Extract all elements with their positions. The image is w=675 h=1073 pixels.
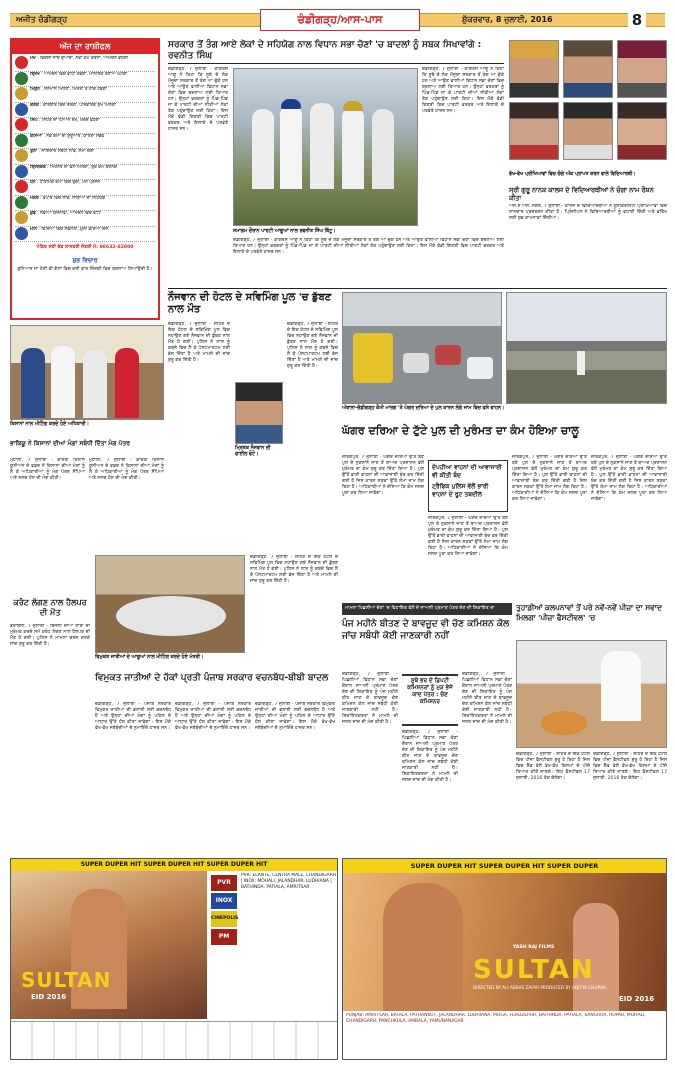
current-body: ਡੇਰਾਬੱਸੀ, 7 ਜੁਲਾਈ - ਬਿਜਲੀ ਦੀਆਂ ਤਾਰਾਂ ਦੀ ਮੁਰੰਮਤ ਕਰਦੇ ਸਮੇਂ ਕਰੰਟ ਲੱਗਣ ਨਾਲ ਹੈਲਪਰ ਦੀ ਮੌਤ ਹੋ ਗਈ। ਪੁਲਿਸ ਨੇ ਮਾਮਲਾ ਦਰਜ ਕਰਕੇ ਜਾਂਚ ਸ਼ੁਰੂ ਕਰ ਦਿੱਤੀ ਹੈ। xyxy=(10,624,90,647)
ad-listing: PVR: ELANTE, CENTRA MALL, CHANDIGARH | INOX: MOHALI, JALANDHAR, LUDHIANA | BATHINDA, PATIALA, AMRITSAR xyxy=(241,873,336,890)
meeting-photo xyxy=(95,555,245,653)
lead-rule xyxy=(168,63,504,64)
swimming-headline: ਨੌਜਵਾਨ ਦੀ ਹੋਟਲ ਦੇ ਸਵਿਮਿੰਗ ਪੂਲ 'ਚ ਡੁੱਬਣ ਨਾਲ ਮੌਤ xyxy=(168,292,332,315)
thought-text: ਬੁਨਿਆਦ ਜਾ ਹੋਣੀ ਵੀ ਗੱਲਾਂ ਵਿਚ ਕਈ ਵਾਰ ਜ਼ਿੰਦਗੀ ਵਿਚ ਬਦਲਾਅ ਲਿਆਉਂਦੀ ਹੈ। xyxy=(17,267,153,273)
swimming-body-3: ਚੰਡੀਗੜ੍ਹ, 7 ਜੁਲਾਈ - ਸ਼ਹਿਰ ਦੇ ਇਕ ਹੋਟਲ ਦੇ ਸਵਿਮਿੰਗ ਪੂਲ ਵਿਚ ਨਹਾਉਣ ਗਏ ਨੌਜਵਾਨ ਦੀ ਡੁੱਬਣ ਨਾਲ ਮੌਤ ਹੋ ਗਈ। ਪੁਲਿਸ ਨੇ ਲਾਸ਼ ਨੂੰ ਕਬਜ਼ੇ ਵਿਚ ਲੈ ਕੇ ਪੋਸਟਮਾਰਟਮ ਲਈ ਭੇਜ ਦਿੱਤਾ ਹੈ ਅਤੇ ਮਾਮਲੇ ਦੀ ਜਾਂਚ ਸ਼ੁਰੂ ਕਰ ਦਿੱਤੀ ਹੈ। xyxy=(250,555,338,584)
sign-name: ਕੰਨਿਆ xyxy=(30,133,42,139)
thought-title: ਸ਼ੁਭ ਵਿਚਾਰ xyxy=(72,257,98,265)
sign-name: ਮਿਥੁਨ xyxy=(30,87,40,92)
horoscope-item: ਤੁਲਾ : ਜਾਇਦਾਦ ਸਬੰਧੀ ਲਾਭ, ਸਮਾਂ ਚੰਗਾ xyxy=(15,149,155,165)
page-number: 8 xyxy=(631,11,643,29)
horoscope-item: ਕਰਕ : ਕਾਰੋਬਾਰ ਵਿਚ ਤਰੱਕੀ, ਪਰਿਵਾਰਕ ਸੁੱਖ ਮਿਲੇਗਾ xyxy=(15,103,155,119)
sign-name: ਕੁੰਭ xyxy=(30,211,36,216)
horoscope-item: ਮੀਨ : ਵਿਦਿਆ ਵਿਚ ਸਫ਼ਲਤਾ, ਖ਼ੁਸ਼ੀ ਭਰਿਆ ਦਿਨ xyxy=(15,227,155,243)
zodiac-icon xyxy=(15,211,28,224)
table-shape xyxy=(116,596,226,636)
sign-name: ਧਨ xyxy=(30,180,36,185)
issue-date: ਸ਼ੁੱਕਰਵਾਰ, 8 ਜੁਲਾਈ, 2016 xyxy=(462,15,553,24)
portrait-photo xyxy=(509,40,559,98)
ad-listing: PUNJAB: AMRITSAR, BATALA, PATHANKOT, JALANDHAR, LUDHIANA, MOGA, FEROZEPUR, BATHINDA, PATIALA, SANGRUR, ROPAR, MOHALI, CHANDIGARH, PANCHKULA, AMBALA, YAMUNANAGAR xyxy=(346,1013,646,1024)
car-shape xyxy=(435,345,461,365)
horoscope-item: ਬ੍ਰਿਖ : ਆਮਦਨ ਵਿਚ ਵਾਧਾ ਹੋਵੇਗਾ, ਮਾਨਸਿਕ ਤਣਾਅ ਘਟੇਗਾ xyxy=(15,72,155,88)
horoscope-title xyxy=(12,40,158,54)
ad-banner xyxy=(343,859,666,873)
person-figure xyxy=(115,348,139,418)
theatre-logo: CINEPOLIS xyxy=(211,911,237,927)
kisan-headline: ਭਾਕਿਯੂ ਨੇ ਕਿਸਾਨਾਂ ਦੀਆਂ ਮੰਗਾਂ ਸਬੰਧੀ ਦਿੱਤਾ ਮੰਗ ਪੱਤਰ xyxy=(10,440,130,447)
ad-banner xyxy=(11,859,337,871)
turban xyxy=(343,101,363,111)
zodiac-icon xyxy=(15,149,28,162)
poster-subtitle: EID 2016 xyxy=(31,993,67,1001)
zodiac-icon xyxy=(15,180,28,193)
kisan-body-2: ਮੁਹਾਲੀ, 7 ਜੁਲਾਈ - ਭਾਰਤੀ ਕਿਸਾਨ ਯੂਨੀਅਨ ਦੇ ਵਫ਼ਦ ਨੇ ਕਿਸਾਨਾਂ ਦੀਆਂ ਮੰਗਾਂ ਨੂੰ ਲੈ ਕੇ ਅਧਿਕਾਰੀਆਂ ਨੂੰ ਮੰਗ ਪੱਤਰ ਸੌਂਪਿਆ ਅਤੇ ਜਲਦ ਹੱਲ ਦੀ ਮੰਗ ਕੀਤੀ। xyxy=(89,458,164,481)
sign-text: ਵਪਾਰ ਵਿਚ ਲਾਭ, ਸਾਥੀਆਂ ਦਾ ਸਹਿਯੋਗ xyxy=(42,195,106,201)
ghaggar-headline: ਘੱਗਰ ਦਰਿਆ ਦੇ ਟੁੱਟੇ ਪੁਲ ਦੀ ਮੁਰੰਮਤ ਦਾ ਕੰਮ ਹੋਇਆ ਚਾਲੂ xyxy=(342,424,579,437)
commission-body-1: ਚੰਡੀਗੜ੍ਹ, 7 ਜੁਲਾਈ - ਪਿਛਲੀਆਂ ਵਿਧਾਨ ਸਭਾ ਚੋਣਾਂ ਦੌਰਾਨ ਜਾਅਲੀ ਪ੍ਰਮਾਣ ਪੱਤਰ ਦੇਣ ਦੀ ਸ਼ਿਕਾਇਤ ਨੂੰ ਪੰਜ ਮਹੀਨੇ ਬੀਤ ਜਾਣ ਦੇ ਬਾਵਜੂਦ ਚੋਣ ਕਮਿਸ਼ਨ ਕੋਲ ਜਾਂਚ ਸਬੰਧੀ ਕੋਈ ਜਾਣਕਾਰੀ ਨਹੀਂ ਹੈ। ਸ਼ਿਕਾਇਤਕਰਤਾ ਨੇ ਮਾਮਲੇ ਦੀ ਜਲਦ ਜਾਂਚ ਦੀ ਮੰਗ ਕੀਤੀ ਹੈ। xyxy=(342,672,398,725)
sign-text: ਸਿਹਤ ਦਾ ਧਿਆਨ ਰੱਖੋ, ਖ਼ਰਚ ਵਧੇਗਾ xyxy=(41,118,100,123)
worker-figure xyxy=(577,351,585,375)
sign-text: ਆਮਦਨ ਵਿਚ ਵਾਧਾ ਹੋਵੇਗਾ, ਮਾਨਸਿਕ ਤਣਾਅ ਘਟੇਗਾ xyxy=(43,71,128,77)
person-figure xyxy=(342,107,364,189)
horoscope-item: ਮਕਰ : ਵਪਾਰ ਵਿਚ ਲਾਭ, ਸਾਥੀਆਂ ਦਾ ਸਹਿਯੋਗ xyxy=(15,196,155,212)
poster-credits: DIRECTED BY ALI ABBAS ZAFAR PRODUCED BY ADITYA CHOPRA xyxy=(473,985,606,990)
person-figure xyxy=(21,348,45,418)
lead-body-right: ਚੰਡੀਗੜ੍ਹ, 7 ਜੁਲਾਈ - ਕਾਂਗਰਸ ਆਗੂ ਨੇ ਕਿਹਾ ਕਿ ਸੂਬੇ ਦੇ ਲੋਕ ਮੌਜੂਦਾ ਸਰਕਾਰ ਤੋਂ ਤੰਗ ਆ ਚੁੱਕੇ ਹਨ ਅਤੇ ਆਉਣ ਵਾਲੀਆਂ ਵਿਧਾਨ ਸਭਾ ਚੋਣਾਂ ਵਿਚ ਬਦਲਾਅ ਲਈ ਤਿਆਰ ਹਨ। ਉਨ੍ਹਾਂ ਵਰਕਰਾਂ ਨੂੰ ਪਿੰਡ-ਪਿੰਡ ਜਾ ਕੇ ਪਾਰਟੀ ਦੀਆਂ ਨੀਤੀਆਂ ਲੋਕਾਂ ਤੱਕ ਪਹੁੰਚਾਉਣ ਲਈ ਕਿਹਾ। ਇਸ ਮੌਕੇ ਵੱਡੀ ਗਿਣਤੀ ਵਿਚ ਪਾਰਟੀ ਵਰਕਰ ਅਤੇ ਇਲਾਕੇ ਦੇ ਪਤਵੰਤੇ ਹਾਜ਼ਰ ਸਨ। xyxy=(422,67,504,114)
pizza-body-2: ਚੰਡੀਗੜ੍ਹ, 7 ਜੁਲਾਈ - ਸ਼ਹਿਰ ਦੇ ਇਕ ਹੋਟਲ ਵਿਚ ਪੀਜ਼ਾ ਫੈਸਟੀਵਲ ਸ਼ੁਰੂ ਹੋ ਰਿਹਾ ਹੈ ਜਿਸ ਵਿਚ ਸ਼ੈੱਫ਼ ਵੱਲੋਂ ਵੱਖ-ਵੱਖ ਕਿਸਮਾਂ ਦੇ ਪੀਜ਼ੇ ਤਿਆਰ ਕੀਤੇ ਜਾਣਗੇ। ਇਹ ਫੈਸਟੀਵਲ 17 ਜੁਲਾਈ, 2016 ਤੱਕ ਚੱਲੇਗਾ। xyxy=(593,752,667,781)
commission-box xyxy=(402,674,458,726)
chef-photo xyxy=(516,640,667,748)
theatre-logo: INOX xyxy=(211,893,237,909)
commission-body-2: ਚੰਡੀਗੜ੍ਹ, 7 ਜੁਲਾਈ - ਪਿਛਲੀਆਂ ਵਿਧਾਨ ਸਭਾ ਚੋਣਾਂ ਦੌਰਾਨ ਜਾਅਲੀ ਪ੍ਰਮਾਣ ਪੱਤਰ ਦੇਣ ਦੀ ਸ਼ਿਕਾਇਤ ਨੂੰ ਪੰਜ ਮਹੀਨੇ ਬੀਤ ਜਾਣ ਦੇ ਬਾਵਜੂਦ ਚੋਣ ਕਮਿਸ਼ਨ ਕੋਲ ਜਾਂਚ ਸਬੰਧੀ ਕੋਈ ਜਾਣਕਾਰੀ ਨਹੀਂ ਹੈ। ਸ਼ਿਕਾਇਤਕਰਤਾ ਨੇ ਮਾਮਲੇ ਦੀ ਜਲਦ ਜਾਂਚ ਦੀ ਮੰਗ ਕੀਤੀ ਹੈ। xyxy=(402,730,458,783)
horoscope-box xyxy=(10,38,160,320)
meeting-body-2: ਚੰਡੀਗੜ੍ਹ, 7 ਜੁਲਾਈ - ਪੰਜਾਬ ਸਰਕਾਰ ਵਿਮੁਕਤ ਜਾਤੀਆਂ ਦੀ ਭਲਾਈ ਲਈ ਵਚਨਬੱਧ ਹੈ ਅਤੇ ਉਨ੍ਹਾਂ ਦੀਆਂ ਮੰਗਾਂ ਨੂੰ ਪਹਿਲ ਦੇ ਆਧਾਰ ਉੱਤੇ ਹੱਲ ਕੀਤਾ ਜਾਵੇਗਾ। ਇਸ ਮੌਕੇ ਵੱਖ-ਵੱਖ ਜਥੇਬੰਦੀਆਂ ਦੇ ਨੁਮਾਇੰਦੇ ਹਾਜ਼ਰ ਸਨ। xyxy=(175,702,251,731)
lead-photo xyxy=(233,68,418,226)
current-headline: ਕਰੰਟ ਲੱਗਣ ਨਾਲ ਹੈਲਪਰ ਦੀ ਮੌਤ xyxy=(13,598,87,617)
person-figure xyxy=(83,350,107,418)
sign-text: ਨਵੀਆਂ ਯੋਜਨਾਵਾਂ, ਆਮਦਨ ਵਿਚ ਵਾਧਾ xyxy=(39,211,102,216)
zodiac-icon xyxy=(15,165,28,178)
zodiac-icon xyxy=(15,118,28,131)
person-figure xyxy=(372,109,394,189)
person-figure xyxy=(51,346,75,418)
ghaggar-box xyxy=(428,460,508,512)
swimming-body-2: ਚੰਡੀਗੜ੍ਹ, 7 ਜੁਲਾਈ - ਸ਼ਹਿਰ ਦੇ ਇਕ ਹੋਟਲ ਦੇ ਸਵਿਮਿੰਗ ਪੂਲ ਵਿਚ ਨਹਾਉਣ ਗਏ ਨੌਜਵਾਨ ਦੀ ਡੁੱਬਣ ਨਾਲ ਮੌਤ ਹੋ ਗਈ। ਪੁਲਿਸ ਨੇ ਲਾਸ਼ ਨੂੰ ਕਬਜ਼ੇ ਵਿਚ ਲੈ ਕੇ ਪੋਸਟਮਾਰਟਮ ਲਈ ਭੇਜ ਦਿੱਤਾ ਹੈ ਅਤੇ ਮਾਮਲੇ ਦੀ ਜਾਂਚ ਸ਼ੁਰੂ ਕਰ ਦਿੱਤੀ ਹੈ। xyxy=(287,322,338,369)
portraits-caption: ਵੱਖ-ਵੱਖ ਪ੍ਰੀਖਿਆਵਾਂ ਵਿਚ ਚੰਗੇ ਅੰਕ ਪ੍ਰਾਪਤ ਕਰਨ ਵਾਲੇ ਵਿਦਿਆਰਥੀ। xyxy=(509,172,636,177)
sign-text: ਧਾਰਮਿਕ ਕੰਮਾਂ ਵਿਚ ਰੁਚੀ, ਮਨ ਪ੍ਰਸੰਨ xyxy=(39,180,101,185)
sign-name: ਬ੍ਰਿਖ xyxy=(30,71,40,77)
zodiac-icon xyxy=(15,103,28,116)
meeting-headline: ਵਿਮੁਕਤ ਜਾਤੀਆਂ ਦੇ ਹੱਕਾਂ ਪ੍ਰਤੀ ਪੰਜਾਬ ਸਰਕਾਰ ਵਚਨਬੱਧ-ਬੀਬੀ ਬਾਦਲ xyxy=(95,673,329,683)
section-rule xyxy=(168,288,667,289)
ghaggar-box-item: ਟ੍ਰੈਫਿਕ ਪੁਲਿਸ ਵੱਲੋਂ ਭਾਰੀ ਵਾਹਨਾਂ ਦੇ ਰੂਟ ਤਬਦੀਲ xyxy=(432,483,489,498)
ad-banner-text: SUPER DUPER HIT SUPER DUPER HIT SUPER DUPER xyxy=(410,862,599,870)
car-shape xyxy=(403,353,429,373)
ad-logo-strip xyxy=(11,1021,337,1059)
portrait-photo xyxy=(563,102,613,160)
person-figure xyxy=(252,109,274,189)
car-shape xyxy=(467,357,493,379)
commission-body-3: ਚੰਡੀਗੜ੍ਹ, 7 ਜੁਲਾਈ - ਪਿਛਲੀਆਂ ਵਿਧਾਨ ਸਭਾ ਚੋਣਾਂ ਦੌਰਾਨ ਜਾਅਲੀ ਪ੍ਰਮਾਣ ਪੱਤਰ ਦੇਣ ਦੀ ਸ਼ਿਕਾਇਤ ਨੂੰ ਪੰਜ ਮਹੀਨੇ ਬੀਤ ਜਾਣ ਦੇ ਬਾਵਜੂਦ ਚੋਣ ਕਮਿਸ਼ਨ ਕੋਲ ਜਾਂਚ ਸਬੰਧੀ ਕੋਈ ਜਾਣਕਾਰੀ ਨਹੀਂ ਹੈ। ਸ਼ਿਕਾਇਤਕਰਤਾ ਨੇ ਮਾਮਲੇ ਦੀ ਜਲਦ ਜਾਂਚ ਦੀ ਮੰਗ ਕੀਤੀ ਹੈ। xyxy=(462,672,512,725)
sultan-ad-right[interactable] xyxy=(342,858,667,1060)
lead-headline: ਸਰਕਾਰ ਤੋਂ ਤੰਗ ਆਏ ਲੋਕਾਂ ਦੇ ਸਹਿਯੋਗ ਨਾਲ ਵਿਧਾਨ ਸਭਾ ਚੋਣਾਂ 'ਚ ਬਾਦਲਾਂ ਨੂੰ ਸਬਕ ਸਿਖਾਵਾਂਗੇ : ਰਵਨੀਤ ਸਿੰਘ xyxy=(168,40,482,61)
theatre-logo: PVR xyxy=(211,875,237,891)
masthead xyxy=(10,8,665,32)
sign-name: ਮੇਖ xyxy=(30,56,36,61)
victim-caption: ਮ੍ਰਿਤਕ ਨੌਜਵਾਨ ਦੀ ਫਾਈਲ ਫੋਟੋ। xyxy=(235,446,271,457)
page-number-box xyxy=(628,10,646,30)
ghaggar-box-item: ਦੋਪਹੀਆ ਵਾਹਨਾਂ ਦੀ ਆਵਾਜਾਈ ਵੀ ਕੀਤੀ ਬੰਦ xyxy=(432,464,502,479)
portrait-photo xyxy=(617,40,667,98)
lead-caption: ਸਮਾਗਮ ਦੌਰਾਨ ਪਾਰਟੀ ਆਗੂਆਂ ਨਾਲ ਰਵਨੀਤ ਸਿੰਘ ਬਿੱਟੂ। xyxy=(233,229,336,234)
commission-headline: ਪੰਜ ਮਹੀਨੇ ਬੀਤਣ ਦੇ ਬਾਵਜੂਦ ਵੀ ਚੋਣ ਕਮਿਸ਼ਨ ਕੋਲ ਜਾਂਚ ਸਬੰਧੀ ਕੋਈ ਜਾਣਕਾਰੀ ਨਹੀਂ xyxy=(342,619,510,641)
sign-name: ਮੀਨ xyxy=(30,226,37,232)
bus-shape xyxy=(353,333,393,383)
poster-title: SULTAN xyxy=(473,955,595,985)
zodiac-icon xyxy=(15,134,28,147)
victim-photo xyxy=(235,382,283,444)
poster-subtitle: EID 2016 xyxy=(619,995,655,1003)
sign-text: ਨਵੇਂ ਕੰਮਾਂ ਦੀ ਸ਼ੁਰੂਆਤ, ਯਾਤਰਾ ਸੰਭਵ xyxy=(46,133,105,139)
zodiac-icon xyxy=(15,56,28,69)
poster-image xyxy=(343,873,667,1011)
section-title-box xyxy=(260,9,420,31)
horoscope-footer: ਪੰਡਿਤ ਸਤੀ ਦੇਵ ਸ਼ਾਸਤਰੀ ਜੋਤਸ਼ੀ ਮੋ: 98632-82800 xyxy=(36,245,134,250)
sign-name: ਕਰਕ xyxy=(30,102,39,108)
ghaggar-body-2: ਜ਼ੀਰਕਪੁਰ, 7 ਜੁਲਾਈ - ਘੱਗਰ ਦਰਿਆ ਉੱਤੇ ਬਣੇ ਪੁਲ ਦੇ ਨੁਕਸਾਨੇ ਜਾਣ ਤੋਂ ਬਾਅਦ ਪ੍ਰਸ਼ਾਸਨ ਵੱਲੋਂ ਮੁਰੰਮਤ ਦਾ ਕੰਮ ਸ਼ੁਰੂ ਕਰ ਦਿੱਤਾ ਗਿਆ ਹੈ। ਪੁਲ ਉੱਤੋਂ ਭਾਰੀ ਵਾਹਨਾਂ ਦੀ ਆਵਾਜਾਈ ਬੰਦ ਕਰ ਦਿੱਤੀ ਗਈ ਹੈ ਜਿਸ ਕਾਰਨ ਸੜਕਾਂ ਉੱਤੇ ਲੰਮਾ ਜਾਮ ਲੱਗ ਰਿਹਾ ਹੈ। ਅਧਿਕਾਰੀਆਂ ਨੇ ਦੱਸਿਆ ਕਿ ਕੰਮ ਜਲਦ ਪੂਰਾ ਕਰ ਲਿਆ ਜਾਵੇਗਾ। xyxy=(428,516,508,557)
horoscope-item: ਕੁੰਭ : ਨਵੀਆਂ ਯੋਜਨਾਵਾਂ, ਆਮਦਨ ਵਿਚ ਵਾਧਾ xyxy=(15,211,155,227)
horoscope-item: ਕੰਨਿਆ : ਨਵੇਂ ਕੰਮਾਂ ਦੀ ਸ਼ੁਰੂਆਤ, ਯਾਤਰਾ ਸੰਭਵ xyxy=(15,134,155,150)
sign-name: ਮਕਰ xyxy=(30,195,39,201)
college-body: ਐਸ.ਏ.ਐਸ. ਨਗਰ, 7 ਜੁਲਾਈ - ਕਾਲਜ ਦੇ ਵਿਦਿਆਰਥੀਆਂ ਨੇ ਯੂਨੀਵਰਸਿਟੀ ਪ੍ਰੀਖਿਆਵਾਂ ਵਿਚ ਸ਼ਾਨਦਾਰ ਪ੍ਰਦਰਸ਼ਨ ਕੀਤਾ ਹੈ। ਪ੍ਰਿੰਸੀਪਲ ਨੇ ਵਿਦਿਆਰਥੀਆਂ ਨੂੰ ਵਧਾਈ ਦਿੱਤੀ ਅਤੇ ਭਵਿੱਖ ਲਈ ਸ਼ੁਭ ਕਾਮਨਾਵਾਂ ਦਿੱਤੀਆਂ। xyxy=(509,204,667,221)
kisan-body: ਮੁਹਾਲੀ, 7 ਜੁਲਾਈ - ਭਾਰਤੀ ਕਿਸਾਨ ਯੂਨੀਅਨ ਦੇ ਵਫ਼ਦ ਨੇ ਕਿਸਾਨਾਂ ਦੀਆਂ ਮੰਗਾਂ ਨੂੰ ਲੈ ਕੇ ਅਧਿਕਾਰੀਆਂ ਨੂੰ ਮੰਗ ਪੱਤਰ ਸੌਂਪਿਆ ਅਤੇ ਜਲਦ ਹੱਲ ਦੀ ਮੰਗ ਕੀਤੀ। xyxy=(10,458,85,481)
horoscope-item: ਬ੍ਰਿਸ਼ਚਕ : ਮਿਹਨਤ ਦਾ ਫਲ ਮਿਲੇਗਾ, ਰੁਕੇ ਕੰਮ ਬਣਨਗੇ xyxy=(15,165,155,181)
portrait-photo xyxy=(563,40,613,98)
traffic-caption: ਅੰਬਾਲਾ-ਚੰਡੀਗੜ੍ਹ ਕੌਮੀ ਮਾਰਗ 'ਤੇ ਘੱਗਰ ਦਰਿਆ ਦੇ ਪੁਲ ਕਾਰਨ ਲੱਗੇ ਜਾਮ ਵਿਚ ਫਸੇ ਵਾਹਨ। xyxy=(342,406,505,411)
pizza-body-1: ਚੰਡੀਗੜ੍ਹ, 7 ਜੁਲਾਈ - ਸ਼ਹਿਰ ਦੇ ਇਕ ਹੋਟਲ ਵਿਚ ਪੀਜ਼ਾ ਫੈਸਟੀਵਲ ਸ਼ੁਰੂ ਹੋ ਰਿਹਾ ਹੈ ਜਿਸ ਵਿਚ ਸ਼ੈੱਫ਼ ਵੱਲੋਂ ਵੱਖ-ਵੱਖ ਕਿਸਮਾਂ ਦੇ ਪੀਜ਼ੇ ਤਿਆਰ ਕੀਤੇ ਜਾਣਗੇ। ਇਹ ਫੈਸਟੀਵਲ 17 ਜੁਲਾਈ, 2016 ਤੱਕ ਚੱਲੇਗਾ। xyxy=(516,752,590,781)
lead-body-bottom: ਚੰਡੀਗੜ੍ਹ, 7 ਜੁਲਾਈ - ਕਾਂਗਰਸ ਆਗੂ ਨੇ ਕਿਹਾ ਕਿ ਸੂਬੇ ਦੇ ਲੋਕ ਮੌਜੂਦਾ ਸਰਕਾਰ ਤੋਂ ਤੰਗ ਆ ਚੁੱਕੇ ਹਨ ਅਤੇ ਆਉਣ ਵਾਲੀਆਂ ਵਿਧਾਨ ਸਭਾ ਚੋਣਾਂ ਵਿਚ ਬਦਲਾਅ ਲਈ ਤਿਆਰ ਹਨ। ਉਨ੍ਹਾਂ ਵਰਕਰਾਂ ਨੂੰ ਪਿੰਡ-ਪਿੰਡ ਜਾ ਕੇ ਪਾਰਟੀ ਦੀਆਂ ਨੀਤੀਆਂ ਲੋਕਾਂ ਤੱਕ ਪਹੁੰਚਾਉਣ ਲਈ ਕਿਹਾ। ਇਸ ਮੌਕੇ ਵੱਡੀ ਗਿਣਤੀ ਵਿਚ ਪਾਰਟੀ ਵਰਕਰ ਅਤੇ ਇਲਾਕੇ ਦੇ ਪਤਵੰਤੇ ਹਾਜ਼ਰ ਸਨ। xyxy=(233,238,504,255)
ceremony-photo xyxy=(10,325,164,420)
ghaggar-body-4: ਜ਼ੀਰਕਪੁਰ, 7 ਜੁਲਾਈ - ਘੱਗਰ ਦਰਿਆ ਉੱਤੇ ਬਣੇ ਪੁਲ ਦੇ ਨੁਕਸਾਨੇ ਜਾਣ ਤੋਂ ਬਾਅਦ ਪ੍ਰਸ਼ਾਸਨ ਵੱਲੋਂ ਮੁਰੰਮਤ ਦਾ ਕੰਮ ਸ਼ੁਰੂ ਕਰ ਦਿੱਤਾ ਗਿਆ ਹੈ। ਪੁਲ ਉੱਤੋਂ ਭਾਰੀ ਵਾਹਨਾਂ ਦੀ ਆਵਾਜਾਈ ਬੰਦ ਕਰ ਦਿੱਤੀ ਗਈ ਹੈ ਜਿਸ ਕਾਰਨ ਸੜਕਾਂ ਉੱਤੇ ਲੰਮਾ ਜਾਮ ਲੱਗ ਰਿਹਾ ਹੈ। ਅਧਿਕਾਰੀਆਂ ਨੇ ਦੱਸਿਆ ਕਿ ਕੰਮ ਜਲਦ ਪੂਰਾ ਕਰ ਲਿਆ ਜਾਵੇਗਾ। xyxy=(591,455,667,502)
sign-text: ਸਨਮਾਨ ਮਿਲਣਾ, ਮਿੱਤਰਾਂ ਤੋਂ ਲਾਭ ਹੋਵੇਗਾ xyxy=(44,87,108,92)
zodiac-icon xyxy=(15,87,28,100)
sign-name: ਤੁਲਾ xyxy=(30,149,38,154)
edition-label: ਅਜੀਤ ਚੰਡੀਗੜ੍ਹ xyxy=(16,15,68,24)
ghaggar-body-3: ਜ਼ੀਰਕਪੁਰ, 7 ਜੁਲਾਈ - ਘੱਗਰ ਦਰਿਆ ਉੱਤੇ ਬਣੇ ਪੁਲ ਦੇ ਨੁਕਸਾਨੇ ਜਾਣ ਤੋਂ ਬਾਅਦ ਪ੍ਰਸ਼ਾਸਨ ਵੱਲੋਂ ਮੁਰੰਮਤ ਦਾ ਕੰਮ ਸ਼ੁਰੂ ਕਰ ਦਿੱਤਾ ਗਿਆ ਹੈ। ਪੁਲ ਉੱਤੋਂ ਭਾਰੀ ਵਾਹਨਾਂ ਦੀ ਆਵਾਜਾਈ ਬੰਦ ਕਰ ਦਿੱਤੀ ਗਈ ਹੈ ਜਿਸ ਕਾਰਨ ਸੜਕਾਂ ਉੱਤੇ ਲੰਮਾ ਜਾਮ ਲੱਗ ਰਿਹਾ ਹੈ। ਅਧਿਕਾਰੀਆਂ ਨੇ ਦੱਸਿਆ ਕਿ ਕੰਮ ਜਲਦ ਪੂਰਾ ਕਰ ਲਿਆ ਜਾਵੇਗਾ। xyxy=(512,455,587,502)
person-figure xyxy=(280,105,302,189)
horoscope-item: ਸਿੰਘ : ਸਿਹਤ ਦਾ ਧਿਆਨ ਰੱਖੋ, ਖ਼ਰਚ ਵਧੇਗਾ xyxy=(15,118,155,134)
commission-box-title: ਸੂਬੇ ਭਰ ਦੇ ਡਿਪਟੀ ਕਮਿਸ਼ਨਰਾਂ ਨੂੰ ਮੁੜ ਭੇਜੇ ਯਾਦ ਪੱਤਰ : ਚੋਣ ਕਮਿਸ਼ਨਰ xyxy=(407,678,453,705)
college-headline: ਸ੍ਰੀ ਗੁਰੂ ਨਾਨਕ ਕਾਲਜ ਦੇ ਵਿਦਿਆਰਥੀਆਂ ਨੇ ਚੰਗਾ ਨਾਮ ਰੌਸ਼ਨ ਕੀਤਾ xyxy=(509,186,654,202)
sign-text: ਮਿਹਨਤ ਦਾ ਫਲ ਮਿਲੇਗਾ, ਰੁਕੇ ਕੰਮ ਬਣਨਗੇ xyxy=(50,164,117,170)
person-figure xyxy=(310,103,334,189)
chef-figure xyxy=(601,651,641,721)
ghaggar-body-1: ਜ਼ੀਰਕਪੁਰ, 7 ਜੁਲਾਈ - ਘੱਗਰ ਦਰਿਆ ਉੱਤੇ ਬਣੇ ਪੁਲ ਦੇ ਨੁਕਸਾਨੇ ਜਾਣ ਤੋਂ ਬਾਅਦ ਪ੍ਰਸ਼ਾਸਨ ਵੱਲੋਂ ਮੁਰੰਮਤ ਦਾ ਕੰਮ ਸ਼ੁਰੂ ਕਰ ਦਿੱਤਾ ਗਿਆ ਹੈ। ਪੁਲ ਉੱਤੋਂ ਭਾਰੀ ਵਾਹਨਾਂ ਦੀ ਆਵਾਜਾਈ ਬੰਦ ਕਰ ਦਿੱਤੀ ਗਈ ਹੈ ਜਿਸ ਕਾਰਨ ਸੜਕਾਂ ਉੱਤੇ ਲੰਮਾ ਜਾਮ ਲੱਗ ਰਿਹਾ ਹੈ। ਅਧਿਕਾਰੀਆਂ ਨੇ ਦੱਸਿਆ ਕਿ ਕੰਮ ਜਲਦ ਪੂਰਾ ਕਰ ਲਿਆ ਜਾਵੇਗਾ। xyxy=(342,455,424,496)
sign-text: ਵਿਦੇਸ਼ੀ ਸਾਥ ਦੁਆਰਾ, ਨਵਾਂ ਕੰਮ ਕਰਨਾ, ਆਮਦਨ ਵਧੇਗੀ xyxy=(39,56,129,61)
zodiac-icon xyxy=(15,196,28,209)
ad-banner-text: SUPER DUPER HIT SUPER DUPER HIT SUPER DUPER HIT xyxy=(80,861,268,868)
horoscope-item: ਧਨ : ਧਾਰਮਿਕ ਕੰਮਾਂ ਵਿਚ ਰੁਚੀ, ਮਨ ਪ੍ਰਸੰਨ xyxy=(15,180,155,196)
poster-title: SULTAN xyxy=(21,968,112,992)
sign-text: ਕਾਰੋਬਾਰ ਵਿਚ ਤਰੱਕੀ, ਪਰਿਵਾਰਕ ਸੁੱਖ ਮਿਲੇਗਾ xyxy=(43,102,117,108)
pizza-shape xyxy=(541,711,587,735)
swimming-body: ਚੰਡੀਗੜ੍ਹ, 7 ਜੁਲਾਈ - ਸ਼ਹਿਰ ਦੇ ਇਕ ਹੋਟਲ ਦੇ ਸਵਿਮਿੰਗ ਪੂਲ ਵਿਚ ਨਹਾਉਣ ਗਏ ਨੌਜਵਾਨ ਦੀ ਡੁੱਬਣ ਨਾਲ ਮੌਤ ਹੋ ਗਈ। ਪੁਲਿਸ ਨੇ ਲਾਸ਼ ਨੂੰ ਕਬਜ਼ੇ ਵਿਚ ਲੈ ਕੇ ਪੋਸਟਮਾਰਟਮ ਲਈ ਭੇਜ ਦਿੱਤਾ ਹੈ ਅਤੇ ਮਾਮਲੇ ਦੀ ਜਾਂਚ ਸ਼ੁਰੂ ਕਰ ਦਿੱਤੀ ਹੈ। xyxy=(168,322,230,363)
sign-text: ਵਿਦਿਆ ਵਿਚ ਸਫ਼ਲਤਾ, ਖ਼ੁਸ਼ੀ ਭਰਿਆ ਦਿਨ xyxy=(41,226,109,232)
meeting-caption: ਵਿਮੁਕਤ ਜਾਤੀਆਂ ਦੇ ਆਗੂਆਂ ਨਾਲ ਮੀਟਿੰਗ ਕਰਦੇ ਹੋਏ ਮੰਤਰੀ। xyxy=(95,655,204,660)
portrait-photo xyxy=(617,102,667,160)
meeting-body-1: ਚੰਡੀਗੜ੍ਹ, 7 ਜੁਲਾਈ - ਪੰਜਾਬ ਸਰਕਾਰ ਵਿਮੁਕਤ ਜਾਤੀਆਂ ਦੀ ਭਲਾਈ ਲਈ ਵਚਨਬੱਧ ਹੈ ਅਤੇ ਉਨ੍ਹਾਂ ਦੀਆਂ ਮੰਗਾਂ ਨੂੰ ਪਹਿਲ ਦੇ ਆਧਾਰ ਉੱਤੇ ਹੱਲ ਕੀਤਾ ਜਾਵੇਗਾ। ਇਸ ਮੌਕੇ ਵੱਖ-ਵੱਖ ਜਥੇਬੰਦੀਆਂ ਦੇ ਨੁਮਾਇੰਦੇ ਹਾਜ਼ਰ ਸਨ। xyxy=(95,702,171,731)
meeting-body-3: ਚੰਡੀਗੜ੍ਹ, 7 ਜੁਲਾਈ - ਪੰਜਾਬ ਸਰਕਾਰ ਵਿਮੁਕਤ ਜਾਤੀਆਂ ਦੀ ਭਲਾਈ ਲਈ ਵਚਨਬੱਧ ਹੈ ਅਤੇ ਉਨ੍ਹਾਂ ਦੀਆਂ ਮੰਗਾਂ ਨੂੰ ਪਹਿਲ ਦੇ ਆਧਾਰ ਉੱਤੇ ਹੱਲ ਕੀਤਾ ਜਾਵੇਗਾ। ਇਸ ਮੌਕੇ ਵੱਖ-ਵੱਖ ਜਥੇਬੰਦੀਆਂ ਦੇ ਨੁਮਾਇੰਦੇ ਹਾਜ਼ਰ ਸਨ। xyxy=(255,702,335,731)
sign-text: ਜਾਇਦਾਦ ਸਬੰਧੀ ਲਾਭ, ਸਮਾਂ ਚੰਗਾ xyxy=(41,149,95,154)
poster-studio: YASH RAJ FILMS xyxy=(513,945,555,950)
zodiac-icon xyxy=(15,227,28,240)
sultan-ad-left[interactable] xyxy=(10,858,338,1060)
ceremony-caption: ਕਿਸਾਨਾਂ ਨਾਲ ਮੀਟਿੰਗ ਕਰਦੇ ਹੋਏ ਅਧਿਕਾਰੀ। xyxy=(10,422,89,427)
lead-body-left: ਚੰਡੀਗੜ੍ਹ, 7 ਜੁਲਾਈ - ਕਾਂਗਰਸ ਆਗੂ ਨੇ ਕਿਹਾ ਕਿ ਸੂਬੇ ਦੇ ਲੋਕ ਮੌਜੂਦਾ ਸਰਕਾਰ ਤੋਂ ਤੰਗ ਆ ਚੁੱਕੇ ਹਨ ਅਤੇ ਆਉਣ ਵਾਲੀਆਂ ਵਿਧਾਨ ਸਭਾ ਚੋਣਾਂ ਵਿਚ ਬਦਲਾਅ ਲਈ ਤਿਆਰ ਹਨ। ਉਨ੍ਹਾਂ ਵਰਕਰਾਂ ਨੂੰ ਪਿੰਡ-ਪਿੰਡ ਜਾ ਕੇ ਪਾਰਟੀ ਦੀਆਂ ਨੀਤੀਆਂ ਲੋਕਾਂ ਤੱਕ ਪਹੁੰਚਾਉਣ ਲਈ ਕਿਹਾ। ਇਸ ਮੌਕੇ ਵੱਡੀ ਗਿਣਤੀ ਵਿਚ ਪਾਰਟੀ ਵਰਕਰ ਅਤੇ ਇਲਾਕੇ ਦੇ ਪਤਵੰਤੇ ਹਾਜ਼ਰ ਸਨ। xyxy=(168,67,228,132)
sign-name: ਬ੍ਰਿਸ਼ਚਕ xyxy=(30,164,46,170)
horoscope-list xyxy=(12,54,158,275)
commission-kicker-text: ਮਾਮਲਾ ਪਿਛਲੀਆਂ ਚੋਣਾਂ 'ਚ ਵਿਧਾਇਕ ਵੱਲੋਂ ਦੇ ਜਾਅਲੀ ਪ੍ਰਮਾਣ ਪੱਤਰ ਦੇਣ ਦੀ ਸ਼ਿਕਾਇਤ ਦਾ xyxy=(345,606,495,611)
portrait-grid xyxy=(509,40,667,170)
pizza-headline: ਤੁਹਾਡੀਆਂ ਕਲਪਨਾਵਾਂ ਤੋਂ ਪਰੇ ਨਵੇਂ-ਨਵੇਂ ਪੀਜ਼ਾ ਦਾ ਸਵਾਦ ਮਿਲਗਾ 'ਪੀਜ਼ਾ ਫੈਸਟੀਵਲ' 'ਚ xyxy=(516,603,662,622)
zodiac-icon xyxy=(15,72,28,85)
theatre-logo: PM xyxy=(211,929,237,945)
traffic-photo xyxy=(342,292,502,404)
commission-kicker xyxy=(342,603,512,615)
horoscope-item: ਮਿਥੁਨ : ਸਨਮਾਨ ਮਿਲਣਾ, ਮਿੱਤਰਾਂ ਤੋਂ ਲਾਭ ਹੋਵੇਗਾ xyxy=(15,87,155,103)
horoscope-title-text: ਅੱਜ ਦਾ ਰਾਸ਼ੀਫਲ xyxy=(59,42,111,51)
horoscope-item: ਮੇਖ : ਵਿਦੇਸ਼ੀ ਸਾਥ ਦੁਆਰਾ, ਨਵਾਂ ਕੰਮ ਕਰਨਾ, ਆਮਦਨ ਵਧੇਗੀ xyxy=(15,56,155,72)
turban xyxy=(281,99,301,109)
actor-figure xyxy=(383,883,463,1011)
bridge-deck xyxy=(507,341,667,351)
section-title: ਚੰਡੀਗੜ੍ਹ/ਆਸ-ਪਾਸ xyxy=(297,13,383,26)
portrait-photo xyxy=(509,102,559,160)
sign-name: ਸਿੰਘ xyxy=(30,118,38,123)
poster-image xyxy=(11,871,207,1019)
bridge-photo xyxy=(506,292,667,404)
